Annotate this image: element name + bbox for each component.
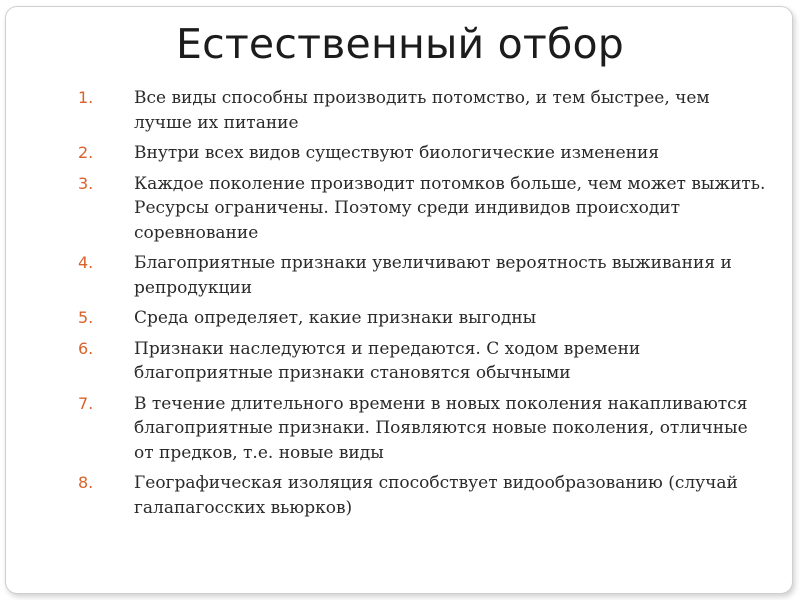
list-item-number: 2. [78, 143, 94, 162]
slide-title: Естественный отбор [176, 20, 624, 68]
list-item-text: Каждое поколение производит потомков больше, чем может выжить. Ресурсы ограничены. Поэтому среди индивидов происходит соревнование [134, 173, 766, 243]
list-item-number: 5. [78, 308, 94, 327]
list-item-number: 4. [78, 253, 94, 272]
list-item-text: Среда определяет, какие признаки выгодны [134, 308, 537, 328]
list-item [78, 306, 768, 331]
list-item [78, 471, 768, 520]
list-item-number: 3. [78, 173, 94, 193]
list-item [78, 392, 768, 466]
list-item [78, 86, 768, 135]
list-item-text: В течение длительного времени в новых поколения накапливаются благоприятные признаки. Появляются новые поколения, отличные от предков, т.е. новые виды [134, 393, 748, 463]
list-item-number: 7. [78, 393, 94, 413]
list-item-number: 6. [78, 338, 94, 358]
list-item-text: Географическая изоляция способствует видообразованию (случай галапагосских вьюрков) [134, 473, 738, 518]
list-item-text: Благоприятные признаки увеличивают вероятность выживания и репродукции [134, 253, 732, 298]
list-item-text: Признаки наследуются и передаются. С ходом времени благоприятные признаки становятся обычными [134, 338, 641, 383]
list-item-text: Все виды способны производить потомство, и тем быстрее, чем лучше их питание [134, 88, 710, 133]
list-item-text: Внутри всех видов существуют биологические изменения [134, 143, 660, 163]
list-item [78, 337, 768, 386]
list-item [78, 251, 768, 300]
list-item [78, 172, 768, 246]
list-item [78, 141, 768, 166]
numbered-list [78, 86, 768, 526]
list-item-number: 8. [78, 473, 94, 492]
list-item-number: 1. [78, 88, 94, 107]
